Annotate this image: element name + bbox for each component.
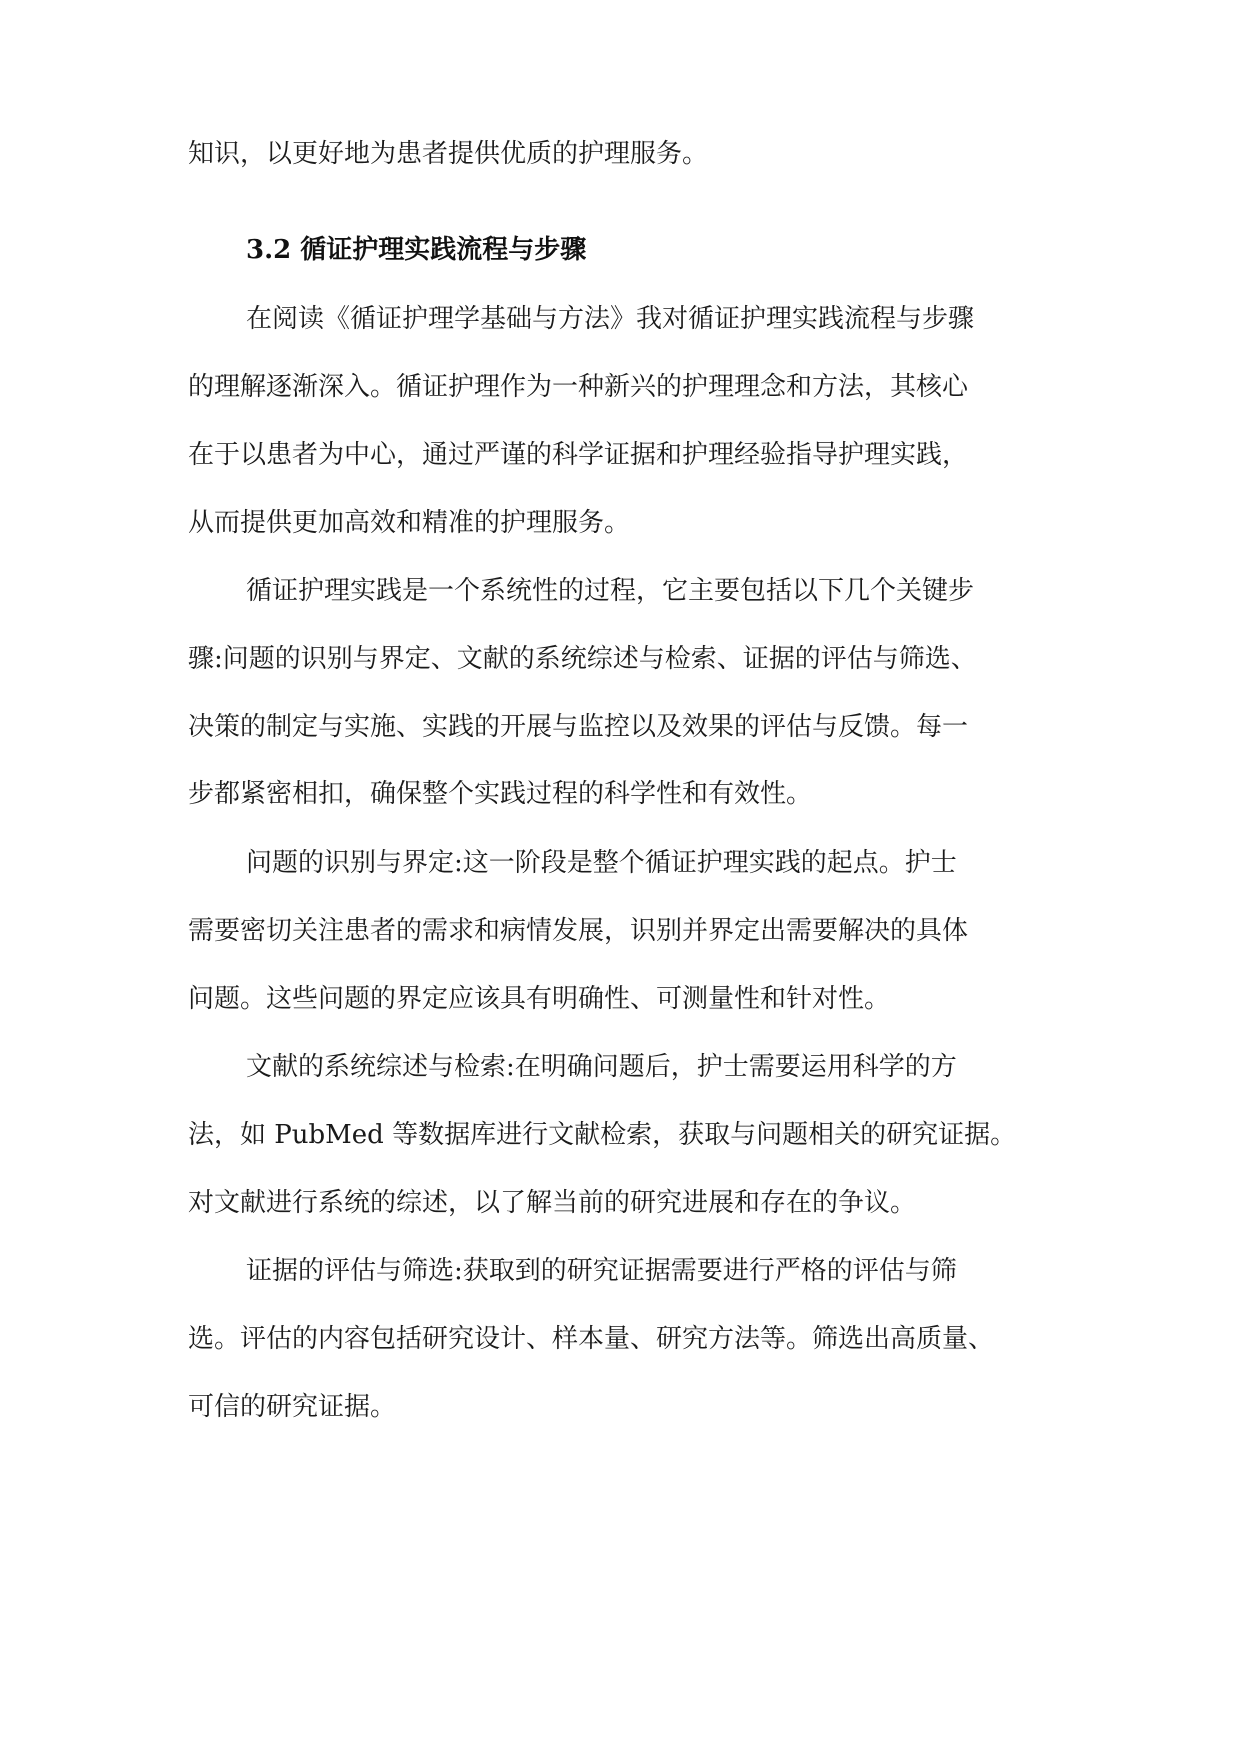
paragraph-line: 的理解逐渐深入。循证护理作为一种新兴的护理理念和方法，其核心 bbox=[188, 372, 969, 402]
paragraph-line: 证据的评估与筛选:获取到的研究证据需要进行严格的评估与筛 bbox=[246, 1256, 957, 1286]
paragraph-line: 可信的研究证据。 bbox=[188, 1392, 397, 1422]
section-heading: 3.2 循证护理实践流程与步骤 bbox=[246, 235, 587, 265]
paragraph-line: 在阅读《循证护理学基础与方法》我对循证护理实践流程与步骤 bbox=[246, 304, 975, 334]
paragraph-line: 法，如 PubMed 等数据库进行文献检索，获取与问题相关的研究证据。 bbox=[188, 1120, 1017, 1150]
paragraph-line: 循证护理实践是一个系统性的过程，它主要包括以下几个关键步 bbox=[246, 576, 975, 606]
paragraph-line: 文献的系统综述与检索:在明确问题后，护士需要运用科学的方 bbox=[246, 1052, 957, 1082]
paragraph-line: 选。评估的内容包括研究设计、样本量、研究方法等。筛选出高质量、 bbox=[188, 1324, 995, 1354]
paragraph-line: 从而提供更加高效和精准的护理服务。 bbox=[188, 508, 631, 538]
paragraph-line: 问题。这些问题的界定应该具有明确性、可测量性和针对性。 bbox=[188, 984, 891, 1014]
paragraph-line: 对文献进行系统的综述，以了解当前的研究进展和存在的争议。 bbox=[188, 1188, 917, 1218]
paragraph-line: 问题的识别与界定:这一阶段是整个循证护理实践的起点。护士 bbox=[246, 848, 957, 878]
paragraph-line: 决策的制定与实施、实践的开展与监控以及效果的评估与反馈。每一 bbox=[188, 712, 969, 742]
paragraph-line: 骤:问题的识别与界定、文献的系统综述与检索、证据的评估与筛选、 bbox=[188, 644, 977, 674]
paragraph-line: 在于以患者为中心，通过严谨的科学证据和护理经验指导护理实践， bbox=[188, 440, 969, 470]
paragraph-line: 知识，以更好地为患者提供优质的护理服务。 bbox=[188, 139, 709, 169]
paragraph-line: 步都紧密相扣，确保整个实践过程的科学性和有效性。 bbox=[188, 779, 813, 809]
paragraph-line: 需要密切关注患者的需求和病情发展，识别并界定出需要解决的具体 bbox=[188, 916, 969, 946]
